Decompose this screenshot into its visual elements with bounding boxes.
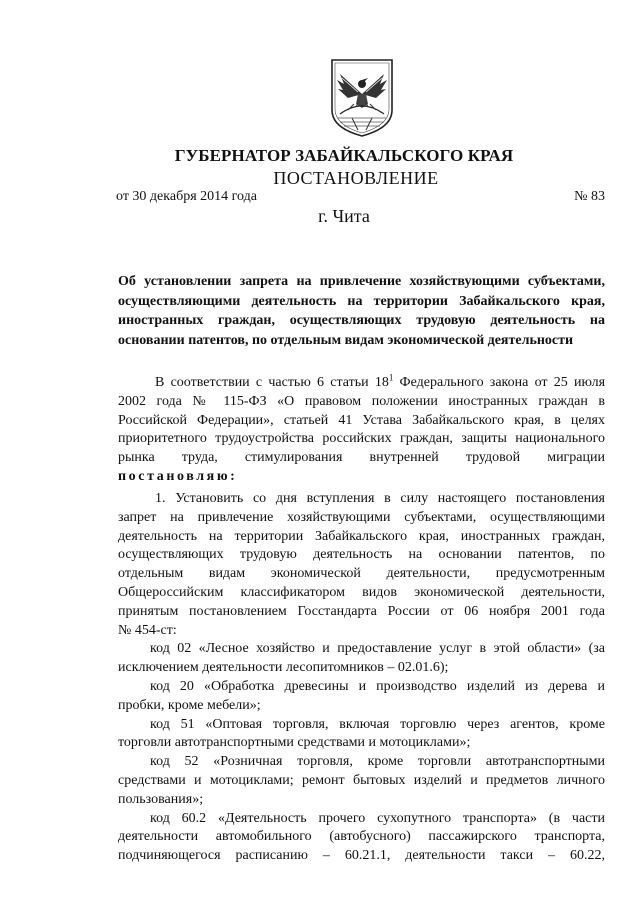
text-line: 1. Установить со дня вступления в силу настоящего постановления: [155, 491, 605, 506]
code-item-line: исключением деятельности лесопитомников – 02.01.6);: [118, 660, 449, 676]
title-line: осуществляющими деятельность на территории Забайкальского края,: [118, 293, 605, 309]
code-item-line: торговли автотранспортными средствами и мотоциклами»;: [118, 735, 471, 751]
text-line: 2002 года № 115-ФЗ «О правовом положении иностранных граждан в: [118, 393, 605, 409]
code-item-line: код 60.2 «Деятельность прочего сухопутного транспорта» (в части: [150, 810, 605, 826]
coat-of-arms-emblem: [328, 58, 396, 138]
text-line: № 454-ст:: [118, 622, 177, 638]
text-fragment: Федерального закона от 25 июля: [393, 375, 606, 390]
code-item-line: код 02 «Лесное хозяйство и предоставление услуг в этой области» (за: [150, 641, 605, 657]
text-line: Российской Федерации», статьей 41 Устава Забайкальского края, в целях: [118, 412, 605, 428]
text-line: принятым постановлением Госстандарта России от 06 ноября 2001 года: [118, 603, 605, 619]
title-line: Об установлении запрета на привлечение хозяйствующими субъектами,: [118, 274, 605, 289]
text-line: [118, 374, 605, 393]
text-line: запрет на привлечение хозяйствующими субъектами, осуществляющими: [118, 509, 605, 525]
city-name: г. Чита: [318, 206, 370, 226]
code-item-line: код 51 «Оптовая торговля, включая торговлю через агентов, кроме: [150, 716, 605, 732]
text-fragment: В соответствии с частью 6 статьи 18: [155, 375, 389, 390]
text-line: осуществляющих трудовую деятельность на основании патентов, по: [118, 547, 605, 563]
document-date: от 30 декабря 2014 года: [116, 189, 257, 204]
text-line: рынка труда, стимулирования внутренней трудовой миграции: [118, 450, 605, 466]
code-item-line: подчиняющегося расписанию – 60.21.1, деятельности такси – 60.22,: [118, 848, 605, 864]
code-item-line: код 20 «Обработка древесины и производство изделий из дерева и: [150, 678, 605, 694]
decree-word: постановляю:: [118, 468, 238, 484]
text-line: приоритетного трудоустройства российских граждан, защиты национального: [118, 431, 605, 447]
code-item-line: средствами и мотоциклами; ремонт бытовых изделий и предметов личного: [118, 772, 605, 788]
code-item-line: код 52 «Розничная торговля, кроме торговли автотранспортными: [150, 754, 605, 770]
document-number: № 83: [574, 189, 605, 204]
text-line: деятельность на территории Забайкальского края, иностранных граждан,: [118, 528, 605, 544]
code-item-line: деятельности автомобильного (автобусного) пассажирского транспорта,: [118, 829, 605, 845]
issuing-authority: ГУБЕРНАТОР ЗАБАЙКАЛЬСКОГО КРАЯ: [174, 146, 514, 165]
text-line: Общероссийским классификатором видов экономической деятельности,: [118, 584, 605, 600]
title-line: основании патентов, по отдельным видам экономической деятельности: [118, 332, 574, 348]
document-type: ПОСТАНОВЛЕНИЕ: [273, 168, 439, 188]
superscript: 1: [388, 372, 394, 383]
code-item-line: пробки, кроме мебели»;: [118, 697, 261, 713]
code-item-line: пользования»;: [118, 791, 204, 807]
item-1-paragraph: [118, 490, 605, 866]
document-title: [118, 272, 605, 350]
title-line: иностранных граждан, осуществляющих трудовую деятельность на: [118, 313, 605, 328]
preamble-paragraph: [118, 374, 605, 487]
text-line: отдельным видам экономической деятельности, предусмотренным: [118, 566, 605, 582]
